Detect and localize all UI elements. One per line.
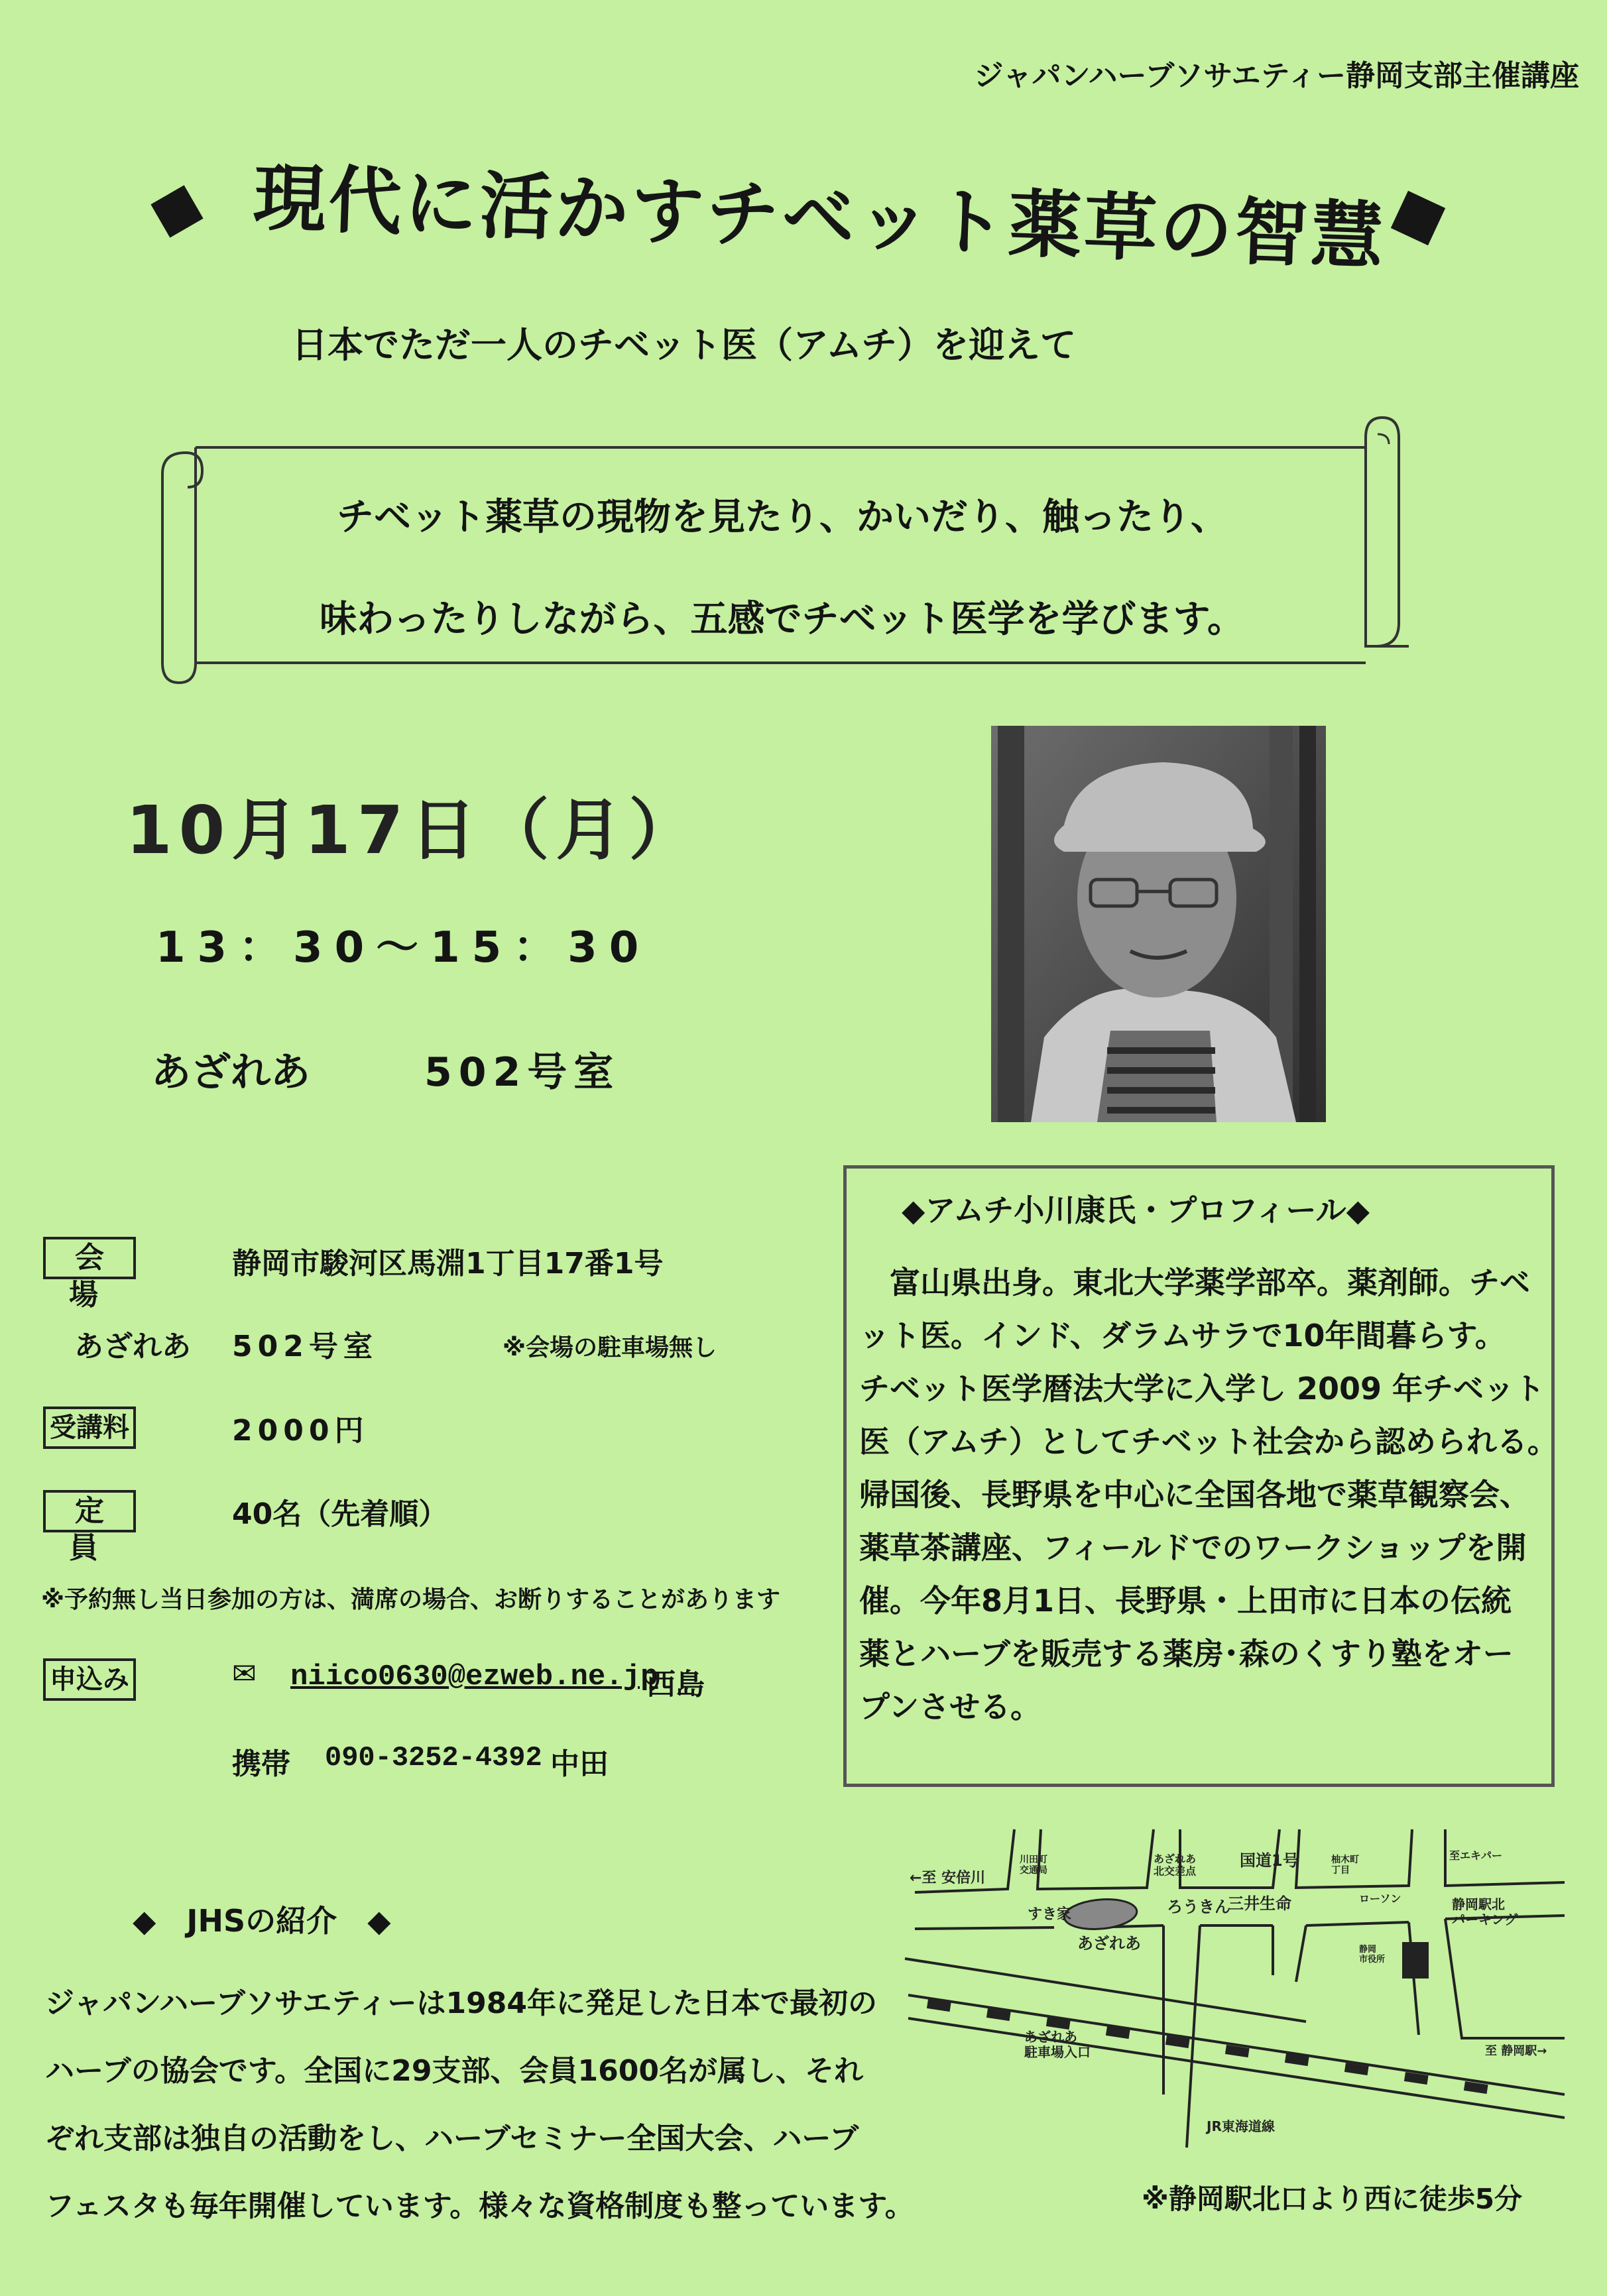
mobile-label: 携帯 bbox=[232, 1747, 290, 1781]
scroll-banner bbox=[149, 408, 1409, 699]
venue-address: 静岡市駿河区馬淵1丁目17番1号 bbox=[232, 1247, 664, 1281]
event-venue: あざれあ bbox=[151, 1049, 310, 1096]
profile-line: 薬とハーブを販売する薬房･森のくすり塾をオー bbox=[859, 1636, 1514, 1672]
map-label-parking: 静岡駅北パーキング bbox=[1452, 1896, 1518, 1927]
access-map bbox=[902, 1816, 1571, 2161]
venue-name: あざれあ bbox=[74, 1330, 191, 1363]
title-left-bullet-icon bbox=[150, 185, 203, 237]
map-label-kou: 静岡市役所 bbox=[1359, 1945, 1386, 1965]
map-label-azarea: あざれあ bbox=[1077, 1934, 1141, 1953]
parking-note: ※会場の駐車場無し bbox=[503, 1334, 717, 1361]
event-date: 10月17日（月） bbox=[126, 791, 702, 869]
map-label-azarea-top: あざれあ北交差点 bbox=[1154, 1853, 1197, 1878]
organizer-line: ジャパンハーブソサエティー静岡支部主催講座 bbox=[974, 59, 1579, 93]
scroll-line-1: チベット薬草の現物を見たり、かいだり、触ったり、 bbox=[337, 496, 1228, 539]
event-title: 現代に活かすチベット薬草の智慧 bbox=[251, 154, 1388, 280]
jhs-line: ぞれ支部は独自の活動をし、ハーブセミナー全国大会、ハーブ bbox=[45, 2122, 859, 2155]
email-contact-name: 西島 bbox=[646, 1668, 705, 1701]
jhs-heading: ◆ JHSの紹介 ◆ bbox=[133, 1903, 391, 1939]
mail-icon: ✉ bbox=[232, 1657, 257, 1691]
map-note: ※静岡駅北口より西に徒歩5分 bbox=[1142, 2183, 1523, 2215]
phone-contact-name: 中田 bbox=[550, 1747, 609, 1781]
profile-line: 薬草茶講座、フィールドでのワークショップを開 bbox=[859, 1530, 1527, 1566]
map-label-jr: JR東海道線 bbox=[1207, 2118, 1275, 2134]
profile-heading: ◆アムチ小川康氏・プロフィール◆ bbox=[902, 1192, 1370, 1228]
jhs-line: ハーブの協会です。全国に29支部、会員1600名が属し、それ bbox=[45, 2054, 863, 2088]
venue-tag: 会場 bbox=[43, 1237, 136, 1279]
map-label-lawson: ローソン bbox=[1359, 1892, 1401, 1905]
profile-line: ット医。インド、ダラムサラで10年間暮らす。 bbox=[859, 1318, 1506, 1353]
walkin-note: ※予約無し当日参加の方は、満席の場合、お断りすることがあります bbox=[41, 1586, 780, 1613]
profile-line: 医（アムチ）としてチベット社会から認められる。 bbox=[859, 1424, 1558, 1460]
event-time: 13：30〜15：30 bbox=[156, 923, 651, 972]
profile-text bbox=[859, 1256, 1558, 1733]
profile-line: プンさせる。 bbox=[859, 1689, 1042, 1725]
map-label-ekimae: 柚木町丁目 bbox=[1331, 1855, 1359, 1876]
map-label-anzaigawa: ←至 安倍川 bbox=[910, 1870, 986, 1886]
map-label-mitsui: 三井生命 bbox=[1228, 1894, 1291, 1913]
map-label-kawada: 川田町交通局 bbox=[1020, 1855, 1047, 1876]
map-label-rougin: ろうきん bbox=[1167, 1898, 1230, 1916]
fee-tag: 受講料 bbox=[43, 1406, 136, 1449]
apply-tag: 申込み bbox=[43, 1658, 136, 1701]
map-label-kokudo: 国道1号 bbox=[1240, 1851, 1299, 1870]
profile-line: 帰国後、長野県を中心に全国各地で薬草観察会、 bbox=[859, 1477, 1530, 1513]
title-right-bullet-icon bbox=[1391, 191, 1445, 245]
jhs-line: フェスタも毎年開催しています。様々な資格制度も整っています。 bbox=[45, 2189, 914, 2223]
event-subtitle: 日本でただ一人のチベット医（アムチ）を迎えて bbox=[292, 324, 1077, 366]
venue-room: 502号室 bbox=[232, 1330, 378, 1363]
map-label-entrance: あざれあ駐車場入口 bbox=[1024, 2029, 1091, 2060]
jhs-text bbox=[45, 1970, 914, 2240]
fee-amount: 2000円 bbox=[232, 1414, 369, 1448]
map-label-station: 至 静岡駅→ bbox=[1485, 2044, 1547, 2058]
profile-line: 富山県出身。東北大学薬学部卒。薬剤師。チベ bbox=[890, 1265, 1530, 1300]
map-label-ichiba: 至エキパー bbox=[1449, 1849, 1503, 1862]
event-room: 502号室 bbox=[424, 1049, 621, 1096]
profile-line: チベット医学暦法大学に入学し 2009 年チベット bbox=[859, 1371, 1545, 1406]
speaker-photo bbox=[991, 726, 1326, 1122]
profile-line: 催。今年8月1日、長野県・上田市に日本の伝統 bbox=[859, 1583, 1512, 1619]
jhs-line: ジャパンハーブソサエティーは1984年に発足した日本で最初の bbox=[45, 1986, 878, 2020]
capacity-tag: 定員 bbox=[43, 1490, 136, 1532]
contact-email[interactable]: niico0630@ezweb.ne.jp bbox=[290, 1660, 658, 1693]
capacity-value: 40名（先着順） bbox=[232, 1497, 448, 1531]
map-label-sukiya: すき家 bbox=[1028, 1906, 1072, 1923]
scroll-line-2: 味わったりしながら、五感でチベット医学を学びます。 bbox=[320, 598, 1244, 641]
contact-phone[interactable]: 090-3252-4392 bbox=[325, 1742, 542, 1774]
